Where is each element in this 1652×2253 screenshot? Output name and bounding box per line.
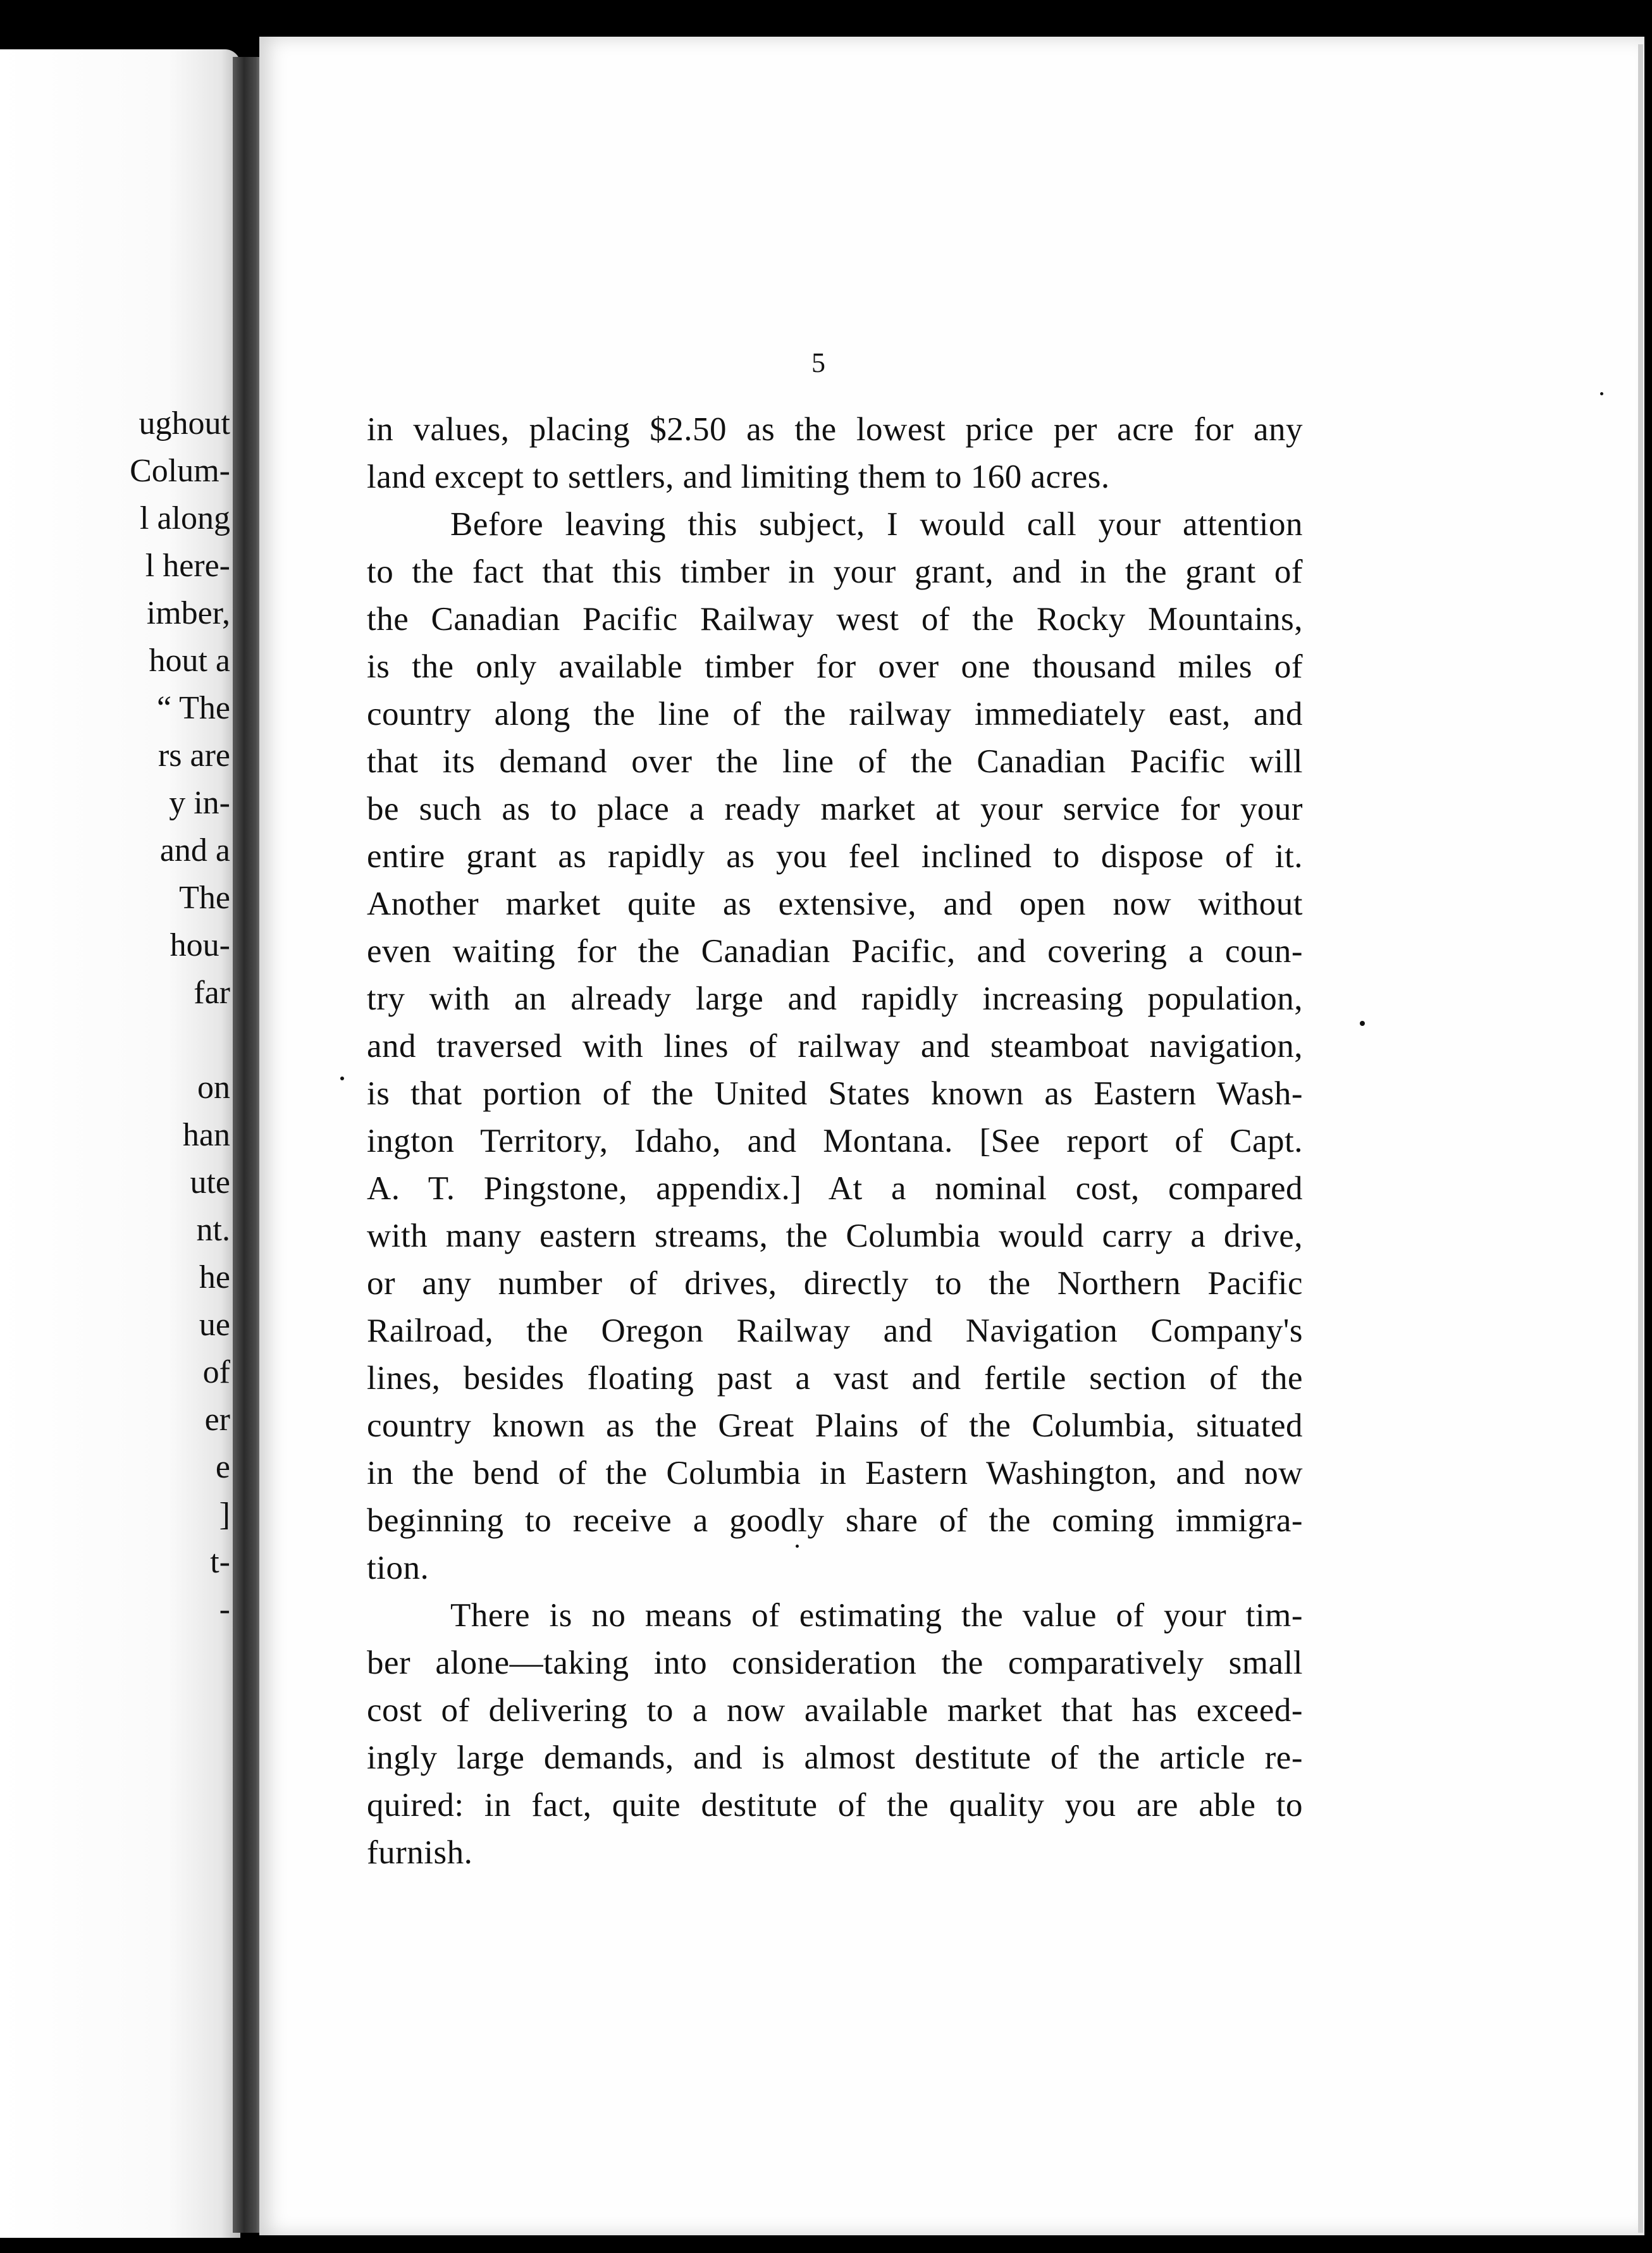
left-line: hou- bbox=[170, 927, 230, 963]
left-line: hout a bbox=[149, 643, 230, 679]
text-line: and traversed with lines of railway and steamboat navigation, bbox=[367, 1028, 1303, 1065]
left-page bbox=[0, 49, 240, 2238]
text-line: ington Territory, Idaho, and Montana. [See report of Capt. bbox=[367, 1123, 1303, 1159]
text-line: ingly large demands, and is almost destitute of the article re- bbox=[367, 1739, 1303, 1776]
left-line: ] bbox=[219, 1497, 230, 1533]
paragraph-start-line: There is no means of estimating the value of your tim- bbox=[450, 1597, 1303, 1634]
left-line: Colum- bbox=[130, 453, 230, 489]
text-line: Railroad, the Oregon Railway and Navigation Company's bbox=[367, 1312, 1303, 1349]
left-line: rs are bbox=[157, 738, 230, 774]
text-line: A. T. Pingstone, appendix.] At a nominal cost, compared bbox=[367, 1170, 1303, 1207]
left-line: e bbox=[215, 1449, 230, 1485]
text-line: try with an already large and rapidly increasing population, bbox=[367, 980, 1303, 1017]
text-line: the Canadian Pacific Railway west of the Rocky Mountains, bbox=[367, 601, 1303, 638]
left-line: of bbox=[202, 1354, 230, 1390]
left-line: y in- bbox=[169, 785, 230, 821]
left-line: er bbox=[204, 1402, 230, 1438]
text-line: ber alone—taking into consideration the comparatively small bbox=[367, 1645, 1303, 1681]
scan-speck bbox=[1360, 1021, 1365, 1026]
text-line: be such as to place a ready market at your service for your bbox=[367, 791, 1303, 827]
text-line: tion. bbox=[367, 1550, 429, 1586]
left-line: - bbox=[219, 1591, 230, 1627]
left-line: l along bbox=[140, 500, 230, 536]
text-line: furnish. bbox=[367, 1834, 473, 1871]
text-line: country known as the Great Plains of the Columbia, situated bbox=[367, 1407, 1303, 1444]
left-line: han bbox=[182, 1117, 230, 1153]
left-line: “ The bbox=[157, 690, 230, 726]
scan-speck bbox=[340, 1077, 344, 1080]
text-line: even waiting for the Canadian Pacific, and covering a coun- bbox=[367, 933, 1303, 970]
text-line: country along the line of the railway immediately east, and bbox=[367, 696, 1303, 732]
left-line: imber, bbox=[146, 595, 230, 631]
left-line: on bbox=[197, 1070, 230, 1106]
left-line: and a bbox=[159, 832, 230, 868]
text-line: with many eastern streams, the Columbia would carry a drive, bbox=[367, 1218, 1303, 1254]
text-line: that its demand over the line of the Canadian Pacific will bbox=[367, 743, 1303, 780]
left-line: he bbox=[199, 1259, 230, 1295]
left-line: The bbox=[179, 880, 230, 916]
text-line: to the fact that this timber in your grant, and in the grant of bbox=[367, 553, 1303, 590]
text-line: or any number of drives, directly to the Northern Pacific bbox=[367, 1265, 1303, 1302]
scan-speck bbox=[796, 1545, 799, 1548]
left-line: ughout bbox=[139, 405, 230, 441]
page-edge bbox=[1638, 44, 1643, 2233]
page-number: 5 bbox=[811, 347, 825, 378]
text-line: entire grant as rapidly as you feel inclined to dispose of it. bbox=[367, 838, 1303, 875]
left-line: l here- bbox=[145, 548, 230, 584]
left-line: nt. bbox=[196, 1212, 230, 1248]
text-line: land except to settlers, and limiting them to 160 acres. bbox=[367, 459, 1110, 495]
left-line: ue bbox=[199, 1307, 230, 1343]
text-line: cost of delivering to a now available market that has exceed- bbox=[367, 1692, 1303, 1729]
scan-speck bbox=[1600, 392, 1603, 395]
left-line: ute bbox=[190, 1164, 230, 1201]
text-line: is the only available timber for over one thousand miles of bbox=[367, 648, 1303, 685]
text-line: beginning to receive a goodly share of the coming immigra- bbox=[367, 1502, 1303, 1539]
paragraph-start-line: Before leaving this subject, I would call your attention bbox=[450, 506, 1303, 543]
text-line: lines, besides floating past a vast and fertile section of the bbox=[367, 1360, 1303, 1397]
text-line: is that portion of the United States known as Eastern Wash- bbox=[367, 1075, 1303, 1112]
body-text bbox=[367, 406, 1303, 1877]
left-line: far bbox=[194, 975, 230, 1011]
text-line: in values, placing $2.50 as the lowest price per acre for any bbox=[367, 411, 1303, 448]
left-line: t- bbox=[210, 1544, 230, 1580]
text-line: quired: in fact, quite destitute of the quality you are able to bbox=[367, 1787, 1303, 1824]
text-line: Another market quite as extensive, and open now without bbox=[367, 886, 1303, 922]
text-line: in the bend of the Columbia in Eastern Washington, and now bbox=[367, 1455, 1303, 1491]
